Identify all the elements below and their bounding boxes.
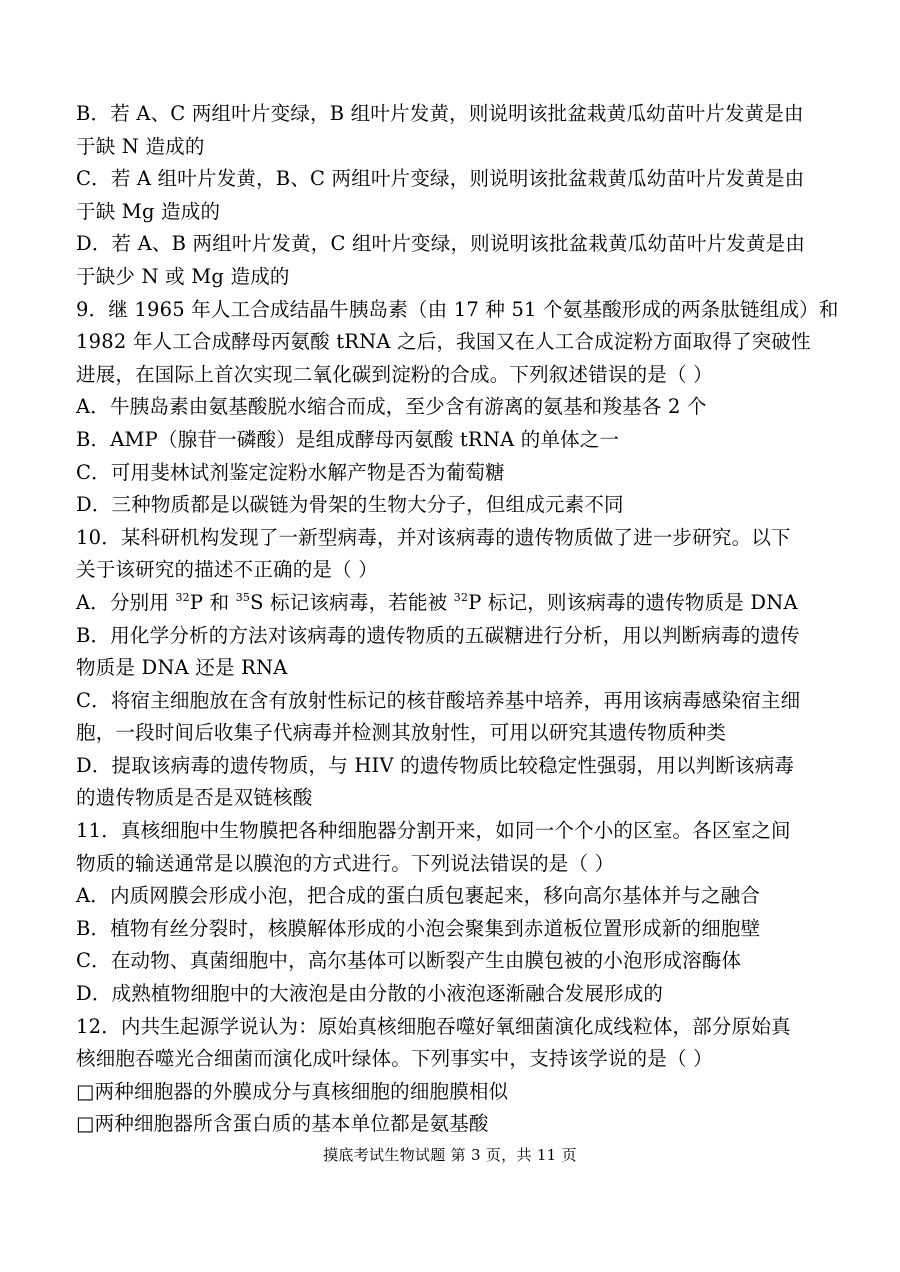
q10a-text-3: S 标记该病毒，若能被 [250,590,454,614]
q10-option-a [76,587,828,620]
q9-option-c: C．可用斐林试剂鉴定淀粉水解产物是否为葡萄糖 [76,460,505,484]
q12-statement-2: □两种细胞器所含蛋白质的基本单位都是氨基酸 [76,1112,489,1136]
q8-option-d-line-1: D．若 A、B 两组叶片发黄，C 组叶片变绿，则说明该批盆栽黄瓜幼苗叶片发黄是由 [76,232,806,256]
q9-stem-line-1: 9．继 1965 年人工合成结晶牛胰岛素（由 17 种 51 个氨基酸形成的两条肽链组成）和 [76,297,839,321]
q9-option-a: A．牛胰岛素由氨基酸脱水缩合而成，至少含有游离的氨基和羧基各 2 个 [76,395,707,419]
q10a-text-2: P 和 [189,590,236,614]
q8-option-c-line-1: C．若 A 组叶片发黄，B、C 两组叶片变绿，则说明该批盆栽黄瓜幼苗叶片发黄是由 [76,167,805,191]
q9-option-d: D．三种物质都是以碳链为骨架的生物大分子，但组成元素不同 [76,493,624,517]
q11-option-d: D．成熟植物细胞中的大液泡是由分散的小液泡逐渐融合发展形成的 [76,982,664,1006]
q10-option-c-line-2: 胞，一段时间后收集子代病毒并检测其放射性，可用以研究其遗传物质种类 [76,721,727,745]
q10-option-d-line-2: 的遗传物质是否是双链核酸 [76,786,313,810]
q10-option-b-line-2: 物质是 DNA 还是 RNA [76,656,288,680]
q8-option-b-line-1: B．若 A、C 两组叶片变绿，B 组叶片发黄，则说明该批盆栽黄瓜幼苗叶片发黄是由 [76,102,804,125]
q11-option-c: C．在动物、真菌细胞中，高尔基体可以断裂产生由膜包被的小泡形成溶酶体 [76,949,742,973]
q9-option-b: B．AMP（腺苷一磷酸）是组成酵母丙氨酸 tRNA 的单体之一 [76,427,620,451]
q10a-sup-35: 35 [235,590,251,604]
q12-statement-1: □两种细胞器的外膜成分与真核细胞的细胞膜相似 [76,1079,509,1103]
q8-option-c-line-2: 于缺 Mg 造成的 [76,199,221,223]
q10-option-d-line-1: D．提取该病毒的遗传物质，与 HIV 的遗传物质比较稳定性强弱，用以判断该病毒 [76,753,795,777]
q11-option-a: A．内质网膜会形成小泡，把合成的蛋白质包裹起来，移向高尔基体并与之融合 [76,884,761,908]
question-content [76,98,839,1141]
q10a-sup-32: 32 [175,590,190,604]
q10-stem-line-2: 关于该研究的描述不正确的是（ ） [76,558,378,582]
q10-stem-line-1: 10．某科研机构发现了一新型病毒，并对该病毒的遗传物质做了进一步研究。以下 [76,525,791,549]
q9-stem-line-3: 进展，在国际上首次实现二氧化碳到淀粉的合成。下列叙述错误的是（ ） [76,362,713,386]
q10a-text-1: A．分别用 [76,590,176,614]
q12-stem-line-1: 12．内共生起源学说认为：原始真核细胞吞噬好氧细菌演化成线粒体，部分原始真 [76,1014,791,1038]
q9-stem-line-2: 1982 年人工合成酵母丙氨酸 tRNA 之后，我国又在人工合成淀粉方面取得了突破性 [76,330,811,354]
q11-stem-line-1: 11．真核细胞中生物膜把各种细胞器分割开来，如同一个个小的区室。各区室之间 [76,819,791,843]
q8-option-b-line-2: 于缺 N 造成的 [76,134,205,158]
q10-option-c-line-1: C．将宿主细胞放在含有放射性标记的核苷酸培养基中培养，再用该病毒感染宿主细 [76,688,801,712]
q10-option-b-line-1: B．用化学分析的方法对该病毒的遗传物质的五碳糖进行分析，用以判断病毒的遗传 [76,623,800,647]
q12-stem-line-2: 核细胞吞噬光合细菌而演化成叶绿体。下列事实中，支持该学说的是（ ） [76,1047,713,1071]
q10a-sup-32b: 32 [453,590,469,604]
page-footer: 摸底考试生物试题 第 3 页，共 11 页 [323,1146,577,1164]
q11-stem-line-2: 物质的输送通常是以膜泡的方式进行。下列说法错误的是（ ） [76,851,615,875]
q11-option-b: B．植物有丝分裂时，核膜解体形成的小泡会聚集到赤道板位置形成新的细胞壁 [76,916,761,940]
q10a-text-4: P 标记，则该病毒的遗传物质是 DNA [468,590,798,614]
q8-option-d-line-2: 于缺少 N 或 Mg 造成的 [76,264,290,288]
